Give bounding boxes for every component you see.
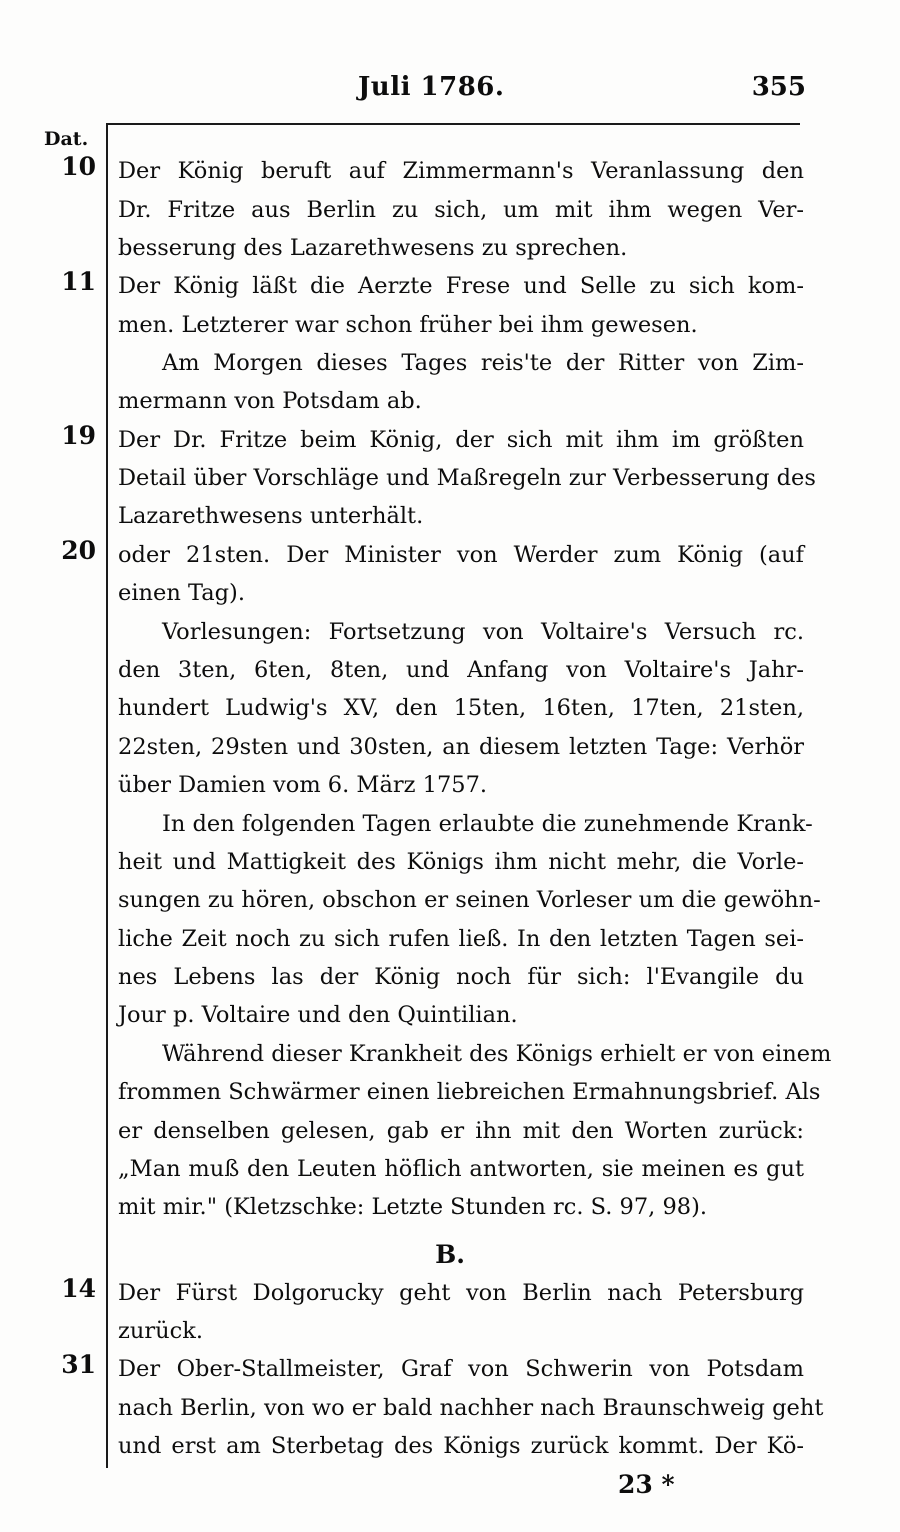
text-line: den 3ten, 6ten, 8ten, und Anfang von Voltaire's Jahr- — [118, 657, 804, 683]
text-line: Jour p. Voltaire und den Quintilian. — [118, 1002, 518, 1028]
text-line: Der Fürst Dolgorucky geht von Berlin nach Petersburg — [118, 1280, 804, 1306]
text-line: Vorlesungen: Fortsetzung von Voltaire's Versuch rc. — [162, 619, 804, 645]
text-line: In den folgenden Tagen erlaubte die zunehmende Krank- — [162, 811, 813, 837]
text-line: oder 21sten. Der Minister von Werder zum König (auf — [118, 542, 804, 568]
text-line: hundert Ludwig's XV, den 15ten, 16ten, 17ten, 21sten, — [118, 695, 804, 721]
printer-signature: 23 * — [618, 1470, 675, 1499]
entry-date: 10 — [61, 152, 96, 181]
text-line: zurück. — [118, 1318, 203, 1344]
date-column-label: Dat. — [44, 128, 89, 150]
text-line: men. Letzterer war schon früher bei ihm gewesen. — [118, 312, 698, 338]
text-line: Der Ober-Stallmeister, Graf von Schwerin von Potsdam — [118, 1356, 804, 1382]
entry-date: 19 — [61, 421, 96, 450]
text-line: sungen zu hören, obschon er seinen Vorleser um die gewöhn- — [118, 887, 821, 913]
entry-date: 31 — [61, 1350, 96, 1379]
text-line: Während dieser Krankheit des Königs erhielt er von einem — [162, 1041, 832, 1067]
text-line: einen Tag). — [118, 580, 245, 606]
text-line: Der König läßt die Aerzte Frese und Selle zu sich kom- — [118, 273, 804, 299]
text-line: Der König beruft auf Zimmermann's Veranlassung den — [118, 158, 804, 184]
text-line: frommen Schwärmer einen liebreichen Ermahnungsbrief. Als — [118, 1079, 821, 1105]
text-line: mit mir." (Kletzschke: Letzte Stunden rc. S. 97, 98). — [118, 1194, 708, 1220]
text-line: besserung des Lazarethwesens zu sprechen. — [118, 235, 628, 261]
text-line: nes Lebens las der König noch für sich: l'Evangile du — [118, 964, 804, 990]
running-head: Juli 1786. — [358, 72, 505, 102]
text-line: liche Zeit noch zu sich rufen ließ. In den letzten Tagen sei- — [118, 926, 804, 952]
text-line: Detail über Vorschläge und Maßregeln zur Verbesserung des — [118, 465, 816, 491]
entry-date: 14 — [61, 1274, 96, 1303]
text-line: Am Morgen dieses Tages reis'te der Ritter von Zim- — [162, 350, 804, 376]
text-line: Der Dr. Fritze beim König, der sich mit ihm im größten — [118, 427, 804, 453]
page-number: 355 — [751, 72, 806, 102]
text-line: Lazarethwesens unterhält. — [118, 503, 424, 529]
header-rule — [108, 123, 800, 125]
text-line: nach Berlin, von wo er bald nachher nach Braunschweig geht — [118, 1395, 824, 1421]
text-line: Dr. Fritze aus Berlin zu sich, um mit ihm wegen Ver- — [118, 197, 804, 223]
text-line: er denselben gelesen, gab er ihn mit den Worten zurück: — [118, 1118, 804, 1144]
text-line: über Damien vom 6. März 1757. — [118, 772, 488, 798]
text-line: „Man muß den Leuten höflich antworten, sie meinen es gut — [118, 1156, 804, 1182]
entry-date: 11 — [61, 267, 96, 296]
text-line: mermann von Potsdam ab. — [118, 388, 422, 414]
entry-date: 20 — [61, 536, 96, 565]
text-line: und erst am Sterbetag des Königs zurück kommt. Der Kö- — [118, 1433, 804, 1459]
text-line: heit und Mattigkeit des Königs ihm nicht mehr, die Vorle- — [118, 849, 804, 875]
section-heading: B. — [435, 1240, 465, 1269]
page-header — [0, 72, 900, 112]
text-line: 22sten, 29sten und 30sten, an diesem letzten Tage: Verhör — [118, 734, 804, 760]
